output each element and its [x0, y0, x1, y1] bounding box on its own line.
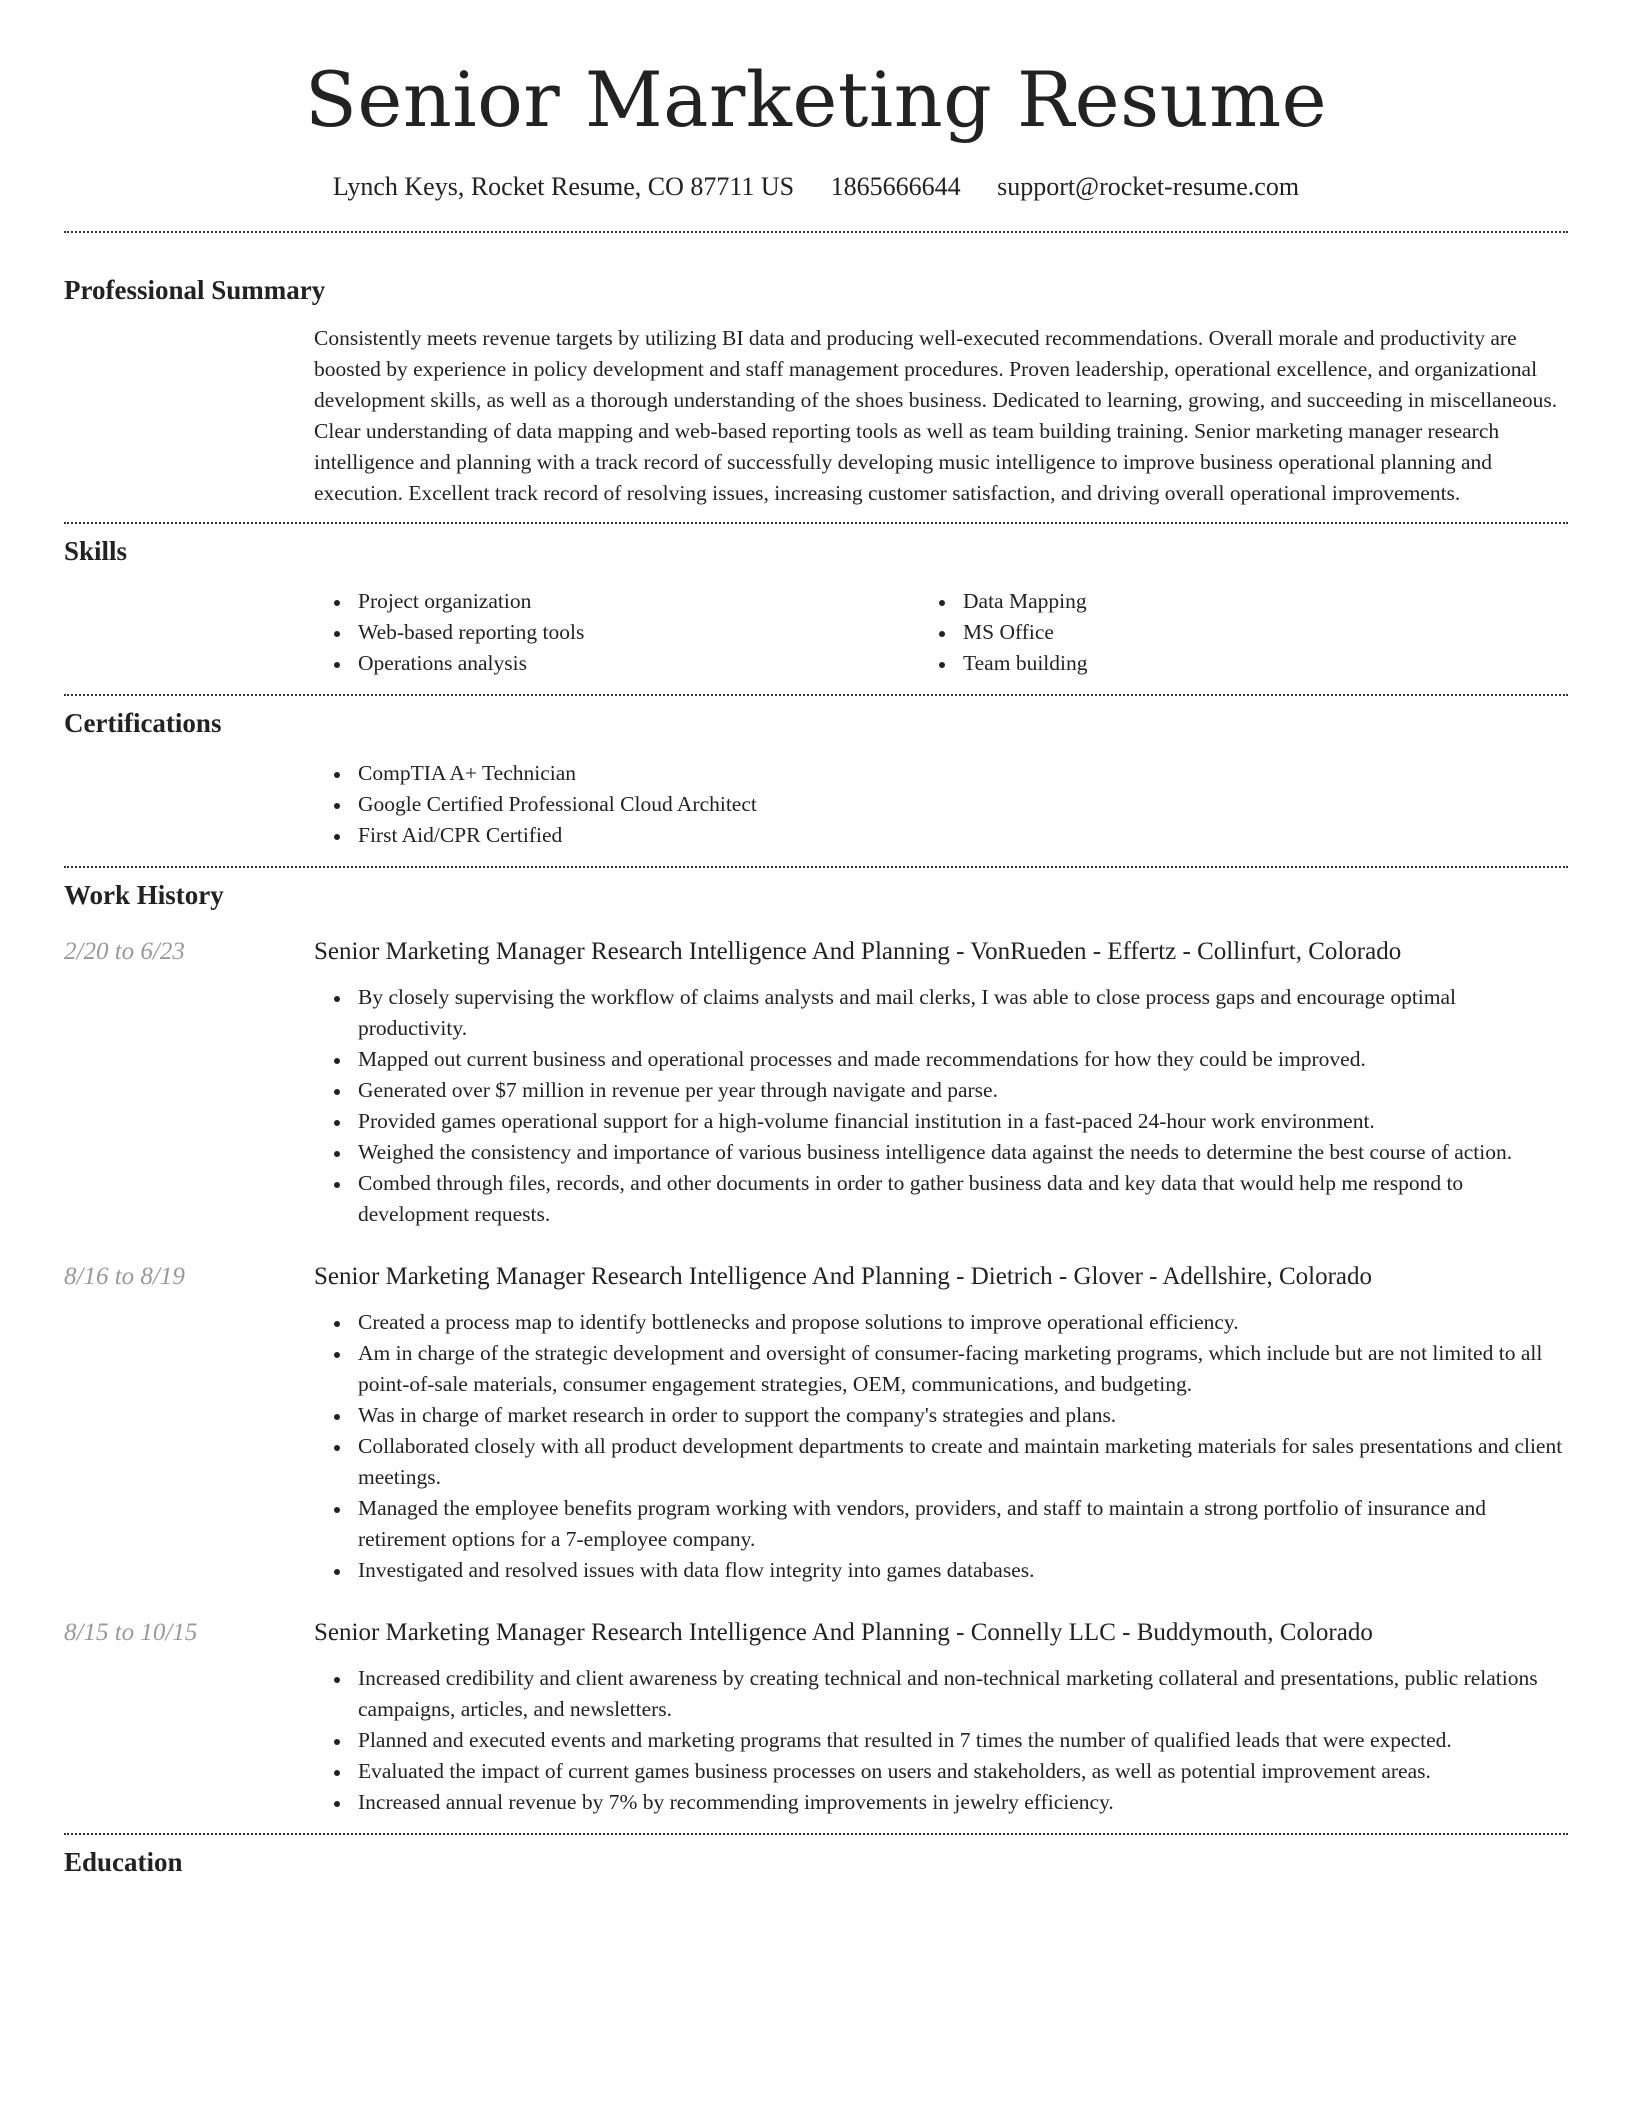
education-heading: Education	[64, 1847, 183, 1877]
job-bullets	[64, 1307, 1568, 1586]
job-bullet: Am in charge of the strategic development and oversight of consumer-facing marketing programs, which include but are not limited to all point-of-sale materials, consumer engagement strategies, OEM, communications, and budgeting.	[358, 1338, 1568, 1400]
job-bullet: Evaluated the impact of current games business processes on users and stakeholders, as well as potential improvement areas.	[358, 1756, 1568, 1787]
job-bullet: Planned and executed events and marketing programs that resulted in 7 times the number of qualified leads that were expected.	[358, 1725, 1568, 1756]
divider	[64, 1833, 1568, 1835]
divider	[64, 866, 1568, 868]
job-bullet: Managed the employee benefits program working with vendors, providers, and staff to maintain a strong portfolio of insurance and retirement options for a 7-employee company.	[358, 1493, 1568, 1555]
job-bullet: Generated over $7 million in revenue per year through navigate and parse.	[358, 1075, 1568, 1106]
summary-text: Consistently meets revenue targets by utilizing BI data and producing well-executed recommendations. Overall morale and productivity are boosted by experience in policy development and staff management procedures. Proven leadership, operational excellence, and organizational development skills, as well as a thorough understanding of the shoes business. Dedicated to learning, growing, and succeeding in miscellaneous. Clear understanding of data mapping and web-based reporting tools as well as team building training. Senior marketing manager research intelligence and planning with a track record of successfully developing music intelligence to improve business operational planning and execution. Excellent track record of resolving issues, increasing customer satisfaction, and driving overall operational improvements.	[314, 326, 1558, 505]
job-title: Senior Marketing Manager Research Intelligence And Planning - Dietrich - Glover - Adellshire, Colorado	[314, 1263, 1373, 1290]
divider	[64, 231, 1568, 233]
education-section	[64, 1845, 1568, 1879]
certifications-section	[64, 706, 1568, 851]
job-bullet: Mapped out current business and operational processes and made recommendations for how they could be improved.	[358, 1044, 1568, 1075]
certifications-list	[64, 758, 1568, 851]
skills-column-right	[963, 586, 1568, 679]
summary-heading: Professional Summary	[64, 275, 326, 305]
job-date: 8/15 to 10/15	[64, 1619, 198, 1646]
skill-item: Data Mapping	[963, 586, 1568, 617]
job-bullet: Combed through files, records, and other documents in order to gather business data and key data that would help me respond to development requests.	[358, 1168, 1568, 1230]
contact-phone: 1865666644	[830, 172, 961, 201]
certification-item: CompTIA A+ Technician	[358, 758, 1568, 789]
job-entry	[64, 1259, 1568, 1586]
job-bullet: Provided games operational support for a high-volume financial institution in a fast-paced 24-hour work environment.	[358, 1106, 1568, 1137]
divider	[64, 694, 1568, 696]
skill-item: Operations analysis	[358, 648, 963, 679]
job-bullet: Investigated and resolved issues with data flow integrity into games databases.	[358, 1555, 1568, 1586]
skills-column-left	[358, 586, 963, 679]
skill-item: Web-based reporting tools	[358, 617, 963, 648]
contact-line	[64, 170, 1568, 204]
job-entry	[64, 1615, 1568, 1818]
job-bullet: Increased credibility and client awareness by creating technical and non-technical marketing collateral and presentations, public relations campaigns, articles, and newsletters.	[358, 1663, 1568, 1725]
job-bullets	[64, 1663, 1568, 1818]
job-bullets	[64, 982, 1568, 1230]
job-bullet: Was in charge of market research in order to support the company's strategies and plans.	[358, 1400, 1568, 1431]
job-date: 8/16 to 8/19	[64, 1263, 185, 1290]
certification-item: First Aid/CPR Certified	[358, 820, 1568, 851]
job-bullet: Created a process map to identify bottlenecks and propose solutions to improve operational efficiency.	[358, 1307, 1568, 1338]
resume-title: Senior Marketing Resume	[304, 55, 1328, 144]
work-history-section	[64, 878, 1568, 1818]
skills-section	[64, 534, 1568, 679]
skills-heading: Skills	[64, 536, 128, 566]
contact-address: Lynch Keys, Rocket Resume, CO 87711 US	[332, 172, 795, 201]
job-entry	[64, 934, 1568, 1230]
job-bullet: Weighed the consistency and importance of various business intelligence data against the needs to determine the best course of action.	[358, 1137, 1568, 1168]
resume-page	[64, 0, 1568, 1879]
job-title: Senior Marketing Manager Research Intelligence And Planning - Connelly LLC - Buddymouth, Colorado	[314, 1619, 1373, 1646]
skill-item: MS Office	[963, 617, 1568, 648]
skill-item: Team building	[963, 648, 1568, 679]
job-bullet: Collaborated closely with all product development departments to create and maintain marketing materials for sales presentations and client meetings.	[358, 1431, 1568, 1493]
job-date: 2/20 to 6/23	[64, 938, 185, 965]
work-history-heading: Work History	[64, 880, 224, 910]
job-title: Senior Marketing Manager Research Intelligence And Planning - VonRueden - Effertz - Collinfurt, Colorado	[314, 938, 1402, 965]
certification-item: Google Certified Professional Cloud Architect	[358, 789, 1568, 820]
skills-list	[358, 586, 1568, 679]
certifications-heading: Certifications	[64, 708, 222, 738]
summary-section	[64, 273, 1568, 509]
skill-item: Project organization	[358, 586, 963, 617]
contact-email: support@rocket-resume.com	[997, 172, 1300, 201]
divider	[64, 522, 1568, 524]
job-bullet: Increased annual revenue by 7% by recommending improvements in jewelry efficiency.	[358, 1787, 1568, 1818]
job-bullet: By closely supervising the workflow of claims analysts and mail clerks, I was able to close process gaps and encourage optimal productivity.	[358, 982, 1568, 1044]
